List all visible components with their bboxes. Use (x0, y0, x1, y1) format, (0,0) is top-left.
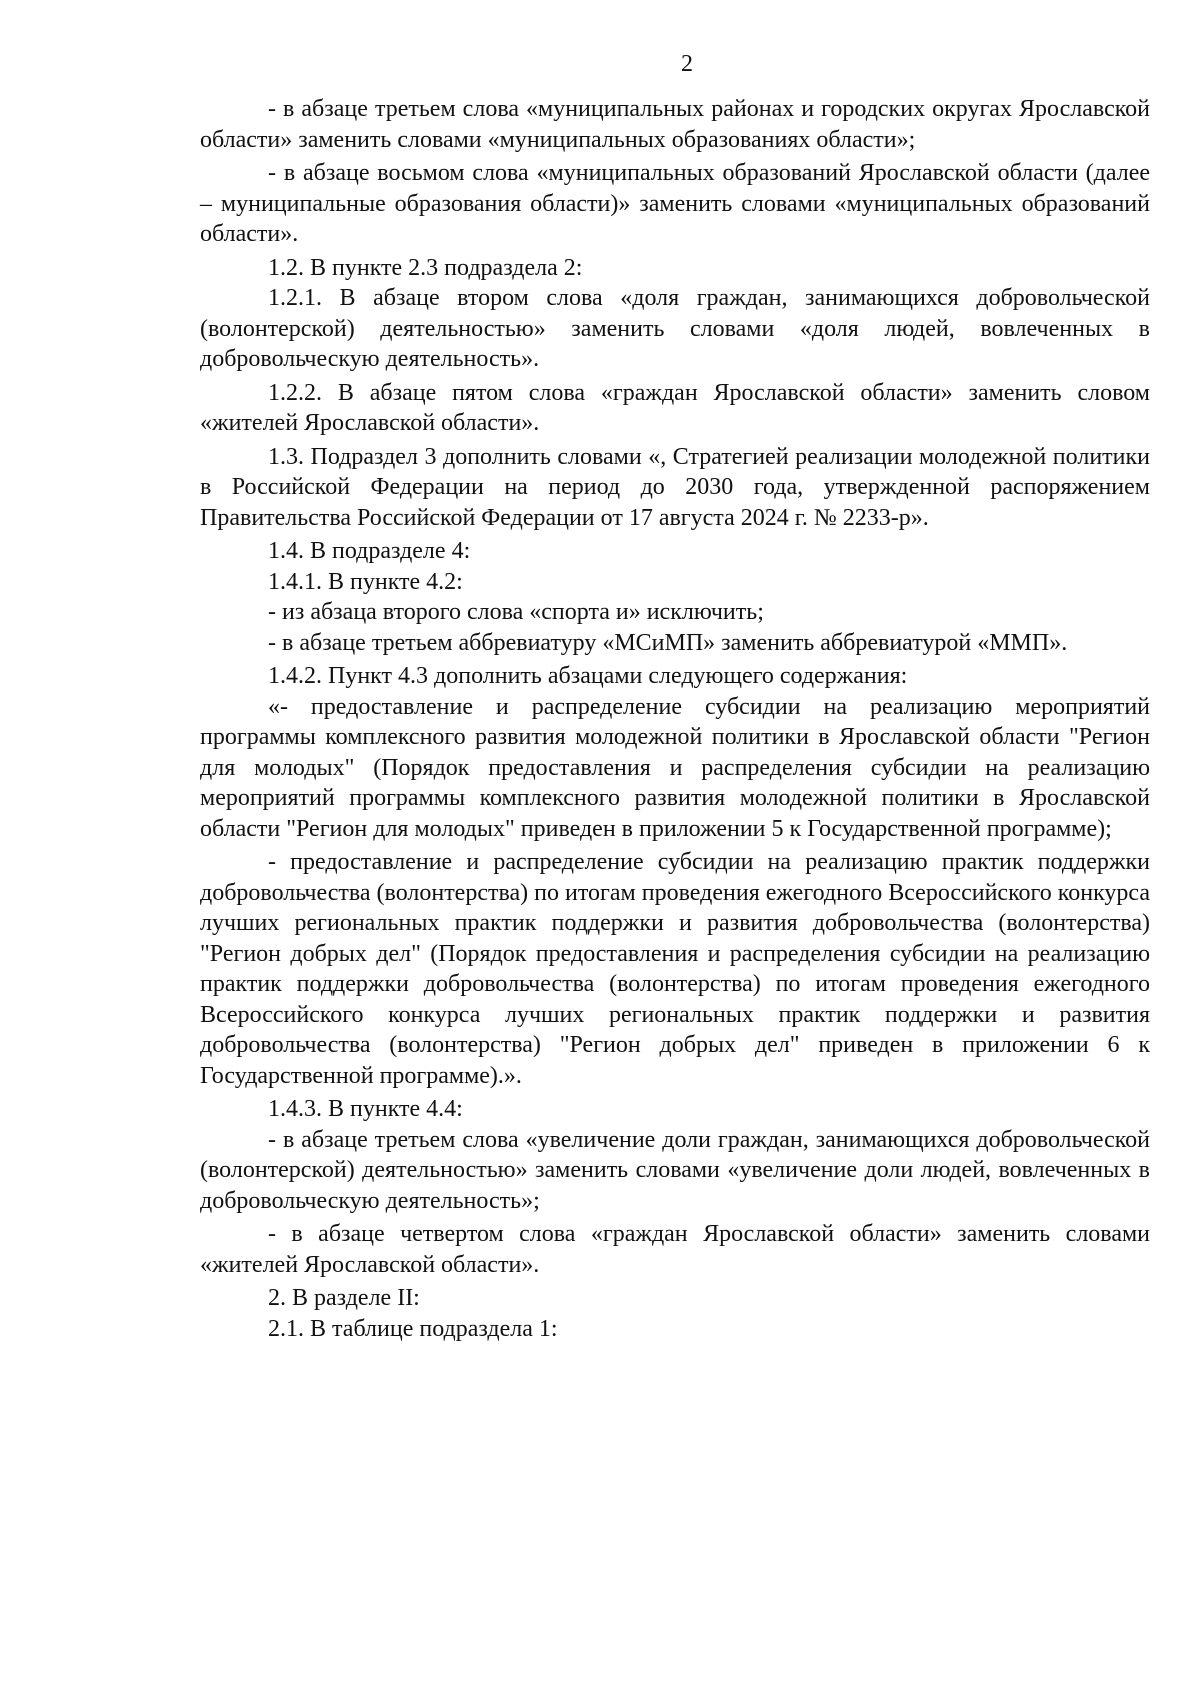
paragraph-1-4-2-heading: 1.4.2. Пункт 4.3 дополнить абзацами следующего содержания: (268, 663, 908, 689)
paragraph-1-2-1: 1.2.1. В абзаце втором слова «доля граждан, занимающихся добровольческой (волонтерской) деятельностью» заменить словами «доля людей, вовлеченных в добровольческую деятельность». (200, 285, 1150, 372)
paragraph-2-heading: 2. В разделе II: (268, 1285, 420, 1311)
paragraph-1-4-3-fourth-abzac: - в абзаце четвертом слова «граждан Ярославской области» заменить словами «жителей Ярославской области». (200, 1221, 1150, 1278)
page-number: 2 (681, 51, 693, 77)
paragraph-1-4-1-heading: 1.4.1. В пункте 4.2: (268, 568, 463, 595)
paragraph-1-4-heading: 1.4. В подразделе 4: (268, 538, 471, 564)
paragraph-1-1-amendment-third-abzac: - в абзаце третьем слова «муниципальных районах и городских округах Ярославской области» заменить словами «муниципальных образованиях области»; (200, 96, 1150, 153)
document-page (200, 50, 1150, 1650)
paragraph-1-4-2-subsidy-region-of-good-deeds: - предоставление и распределение субсидии на реализацию практик поддержки добровольчества (волонтерства) по итогам проведения ежегодного Всероссийского конкурса лучших региональных практик поддержки и развития добровольчества (волонтерства) "Регион добрых дел" (Порядок предоставления и распределения субсидии на реализацию практик поддержки добровольчества (волонтерства) по итогам проведения ежегодного Всероссийского конкурса лучших региональных практик поддержки и развития добровольчества (волонтерства) "Регион добрых дел" приведен в приложении 6 к Государственной программе).». (200, 849, 1150, 1089)
paragraph-1-2-heading: 1.2. В пункте 2.3 подраздела 2: (268, 254, 583, 281)
paragraph-1-2-2: 1.2.2. В абзаце пятом слова «граждан Ярославской области» заменить словом «жителей Ярославской области». (200, 379, 1150, 436)
paragraph-2-1-heading: 2.1. В таблице подраздела 1: (268, 1315, 558, 1342)
paragraph-1-3: 1.3. Подраздел 3 дополнить словами «, Стратегией реализации молодежной политики в Российской Федерации на период до 2030 года, утвержденной распоряжением Правительства Российской Федерации от 17 августа 2024 г. № 2233-р». (200, 443, 1150, 531)
paragraph-1-4-3-heading: 1.4.3. В пункте 4.4: (268, 1096, 463, 1122)
paragraph-1-4-3-third-abzac: - в абзаце третьем слова «увеличение доли граждан, занимающихся добровольческой (волонтерской) деятельностью» заменить словами «увеличение доли людей, вовлеченных в добровольческую деятельность»; (200, 1126, 1150, 1214)
paragraph-1-1-amendment-eighth-abzac: - в абзаце восьмом слова «муниципальных образований Ярославской области (далее – муниципальные образования области)» заменить словами «муниципальных образований области». (200, 160, 1150, 247)
paragraph-1-4-2-subsidy-region-for-young: «- предоставление и распределение субсидии на реализацию мероприятий программы комплексного развития молодежной политики в Ярославской области "Регион для молодых" (Порядок предоставления и распределения субсидии на реализацию мероприятий программы комплексного развития молодежной политики в Ярославской области "Регион для молодых" приведен в приложении 5 к Государственной программе); (200, 693, 1150, 842)
paragraph-1-4-1-third-abzac: - в абзаце третьем аббревиатуру «МСиМП» заменить аббревиатурой «ММП». (268, 629, 1068, 656)
paragraph-1-4-1-second-abzac: - из абзаца второго слова «спорта и» исключить; (268, 599, 764, 625)
